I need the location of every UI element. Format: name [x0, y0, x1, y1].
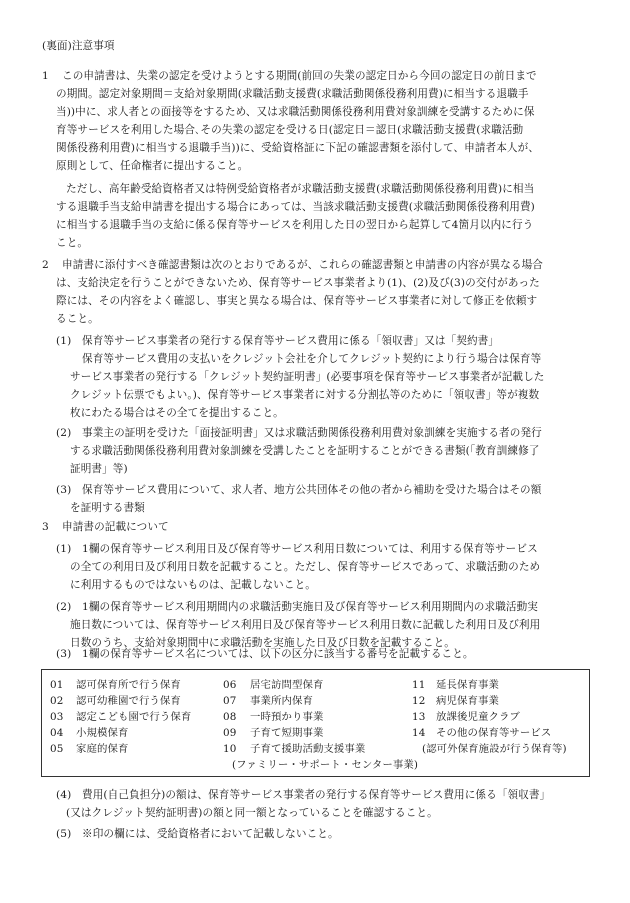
item2-sub3-number: (3) [56, 484, 72, 496]
category-code: 09 [223, 727, 237, 739]
category-code: 08 [223, 711, 237, 723]
item1-line: 育等サービスを利用した場合､その失業の認定を受ける日(認定日＝認日(求職活動支援費(求職活動 [56, 124, 524, 136]
category-name: その他の保育等サービス [436, 727, 552, 739]
item3-sub4-number: (4) [56, 789, 72, 801]
item3-sub2-line: 日数のうち、支給対象期間中に求職活動を実施した日及び日数を記載すること。 [70, 637, 455, 649]
item3-title: 申請書の記載について [62, 521, 169, 533]
category-name: 家庭的保育 [76, 743, 129, 755]
item3-sub3-line: 1欄の保育等サービス名については、以下の区分に該当する番号を記載すること。 [82, 648, 474, 660]
category-name: 小規模保育 [76, 727, 129, 739]
category-code: 06 [223, 679, 237, 691]
category-name: 子育て援助活動支援事業 [250, 743, 366, 755]
item3-sub1-line: に利用するものではないものは、記載しないこと。 [70, 579, 316, 591]
item1-line: の期間。認定対象期間＝支給対象期間(求職活動支援費(求職活動関係役務利用費)に相当する退職手 [56, 88, 529, 100]
item3-sub2-line: 施日数については、保育等サービス利用日及び保育等サービス利用日数に記載した利用日及び利用 [70, 619, 541, 631]
category-note: (ファミリー・サポート・センター事業) [232, 759, 419, 771]
category-name: 放課後児童クラブ [436, 711, 520, 723]
item2-line: 申請書に添付すべき確認書類は次のとおりであるが、これらの確認書類と申請書の内容が異なる場合 [62, 259, 544, 271]
item1-line: この申請書は、失業の認定を受けようとする期間(前回の失業の認定日から今回の認定日の前日まで [62, 70, 537, 82]
item3-sub4-line: (又はクレジット契約証明書)の額と同一額となっていることを確認すること。 [66, 807, 438, 819]
item1-line: 関係役務利用費)に相当する退職手当))に、受給資格証に下記の確認書類を添付して、申請者本人が、 [56, 142, 540, 154]
item3-sub2-line: 1欄の保育等サービス利用期間内の求職活動実施日及び保育等サービス利用期間内の求職活動実 [82, 601, 538, 613]
item3-sub1-line: 1欄の保育等サービス利用日及び保育等サービス利用日数については、利用する保育等サービス [82, 543, 538, 555]
category-name: 子育て短期事業 [250, 727, 324, 739]
category-code: 02 [50, 695, 64, 707]
item2-line: ること。 [56, 313, 99, 325]
item1-line: 原則として、任命権者に提出すること。 [56, 160, 249, 172]
category-name: 居宅訪問型保育 [250, 679, 324, 691]
item1-proviso-line: に相当する退職手当の支給に係る保育等サービスを利用した日の翌日から起算して4箇月以内に行う [56, 219, 534, 231]
item2-number: 2 [42, 259, 49, 271]
category-code: 10 [223, 743, 237, 755]
category-code: 05 [50, 743, 64, 755]
item2-sub2-line: する求職活動関係役務利用費対象訓練を受講したことを証明することができる書類(「教育訓練修了 [70, 445, 540, 457]
category-code: 13 [412, 711, 426, 723]
item3-sub1-number: (1) [56, 543, 72, 555]
item2-sub3-line: 保育等サービス費用について、求人者、地方公共団体その他の者から補助を受けた場合はその額 [82, 484, 542, 496]
category-name: 病児保育事業 [436, 695, 499, 707]
item2-line: 際には、その内容をよく確認し、事実と異なる場合は、保育等サービス事業者に対して修正を依頼す [56, 295, 538, 307]
item3-sub2-number: (2) [56, 601, 72, 613]
item2-sub1-number: (1) [56, 335, 72, 347]
category-name: 延長保育事業 [436, 679, 499, 691]
item2-line: は、支給決定を行うことができないため、保育等サービス事業者より(1)、(2)及び(3)の交付があった [56, 277, 540, 289]
category-name: 認定こども園で行う保育 [76, 711, 192, 723]
item1-proviso-line: ただし、高年齢受給資格者又は特例受給資格者が求職活動支援費(求職活動関係役務利用費)に相当 [66, 183, 535, 195]
item2-sub2-line: 事業主の証明を受けた「面接証明書」又は求職活動関係役務利用費対象訓練を実施する者の発行 [82, 427, 542, 439]
item3-sub3-number: (3) [56, 648, 72, 660]
item2-sub1-line: クレジット伝票でもよい。)、保育等サービス事業者に対する分割払等のために「領収書」等が複数 [70, 389, 540, 401]
item2-sub2-number: (2) [56, 427, 72, 439]
item2-sub1-line: サービス事業者の発行する「クレジット契約証明書」(必要事項を保育等サービス事業者が記載した [70, 371, 545, 383]
category-note: (認可外保育施設が行う保育等) [422, 743, 567, 755]
item2-sub1-line: 保育等サービス費用の支払いをクレジット会社を介してクレジット契約により行う場合は保育等 [82, 353, 542, 365]
category-code: 07 [223, 695, 237, 707]
category-code: 12 [412, 695, 426, 707]
item1-number: 1 [42, 70, 49, 82]
item2-sub1-line: 保育等サービス事業者の発行する保育等サービス費用に係る「領収書」又は「契約書」 [82, 335, 500, 347]
item2-sub3-line: を証明する書類 [70, 502, 145, 514]
item3-sub4-line: 費用(自己負担分)の額は、保育等サービス事業者の発行する保育等サービス費用に係る「領収書」 [82, 789, 551, 801]
category-code: 11 [412, 679, 426, 691]
category-name: 一時預かり事業 [250, 711, 324, 723]
item2-sub1-line: 枚にわたる場合はその全てを提出すること。 [70, 407, 284, 419]
category-name: 認可幼稚園で行う保育 [76, 695, 181, 707]
item2-sub2-line: 証明書」等) [70, 463, 128, 475]
category-code: 03 [50, 711, 64, 723]
item3-sub5-number: (5) [56, 828, 72, 840]
item3-number: 3 [42, 521, 49, 533]
category-code: 04 [50, 727, 64, 739]
category-code: 01 [50, 679, 64, 691]
item1-proviso-line: こと。 [56, 237, 89, 249]
item1-proviso-line: する退職手当支給申請書を提出する場合にあっては、当該求職活動支援費(求職活動関係役務利用費) [56, 201, 535, 213]
page-heading: (裏面)注意事項 [42, 40, 115, 52]
category-name: 事業所内保育 [250, 695, 313, 707]
item3-sub1-line: の全ての利用日及び利用日数を記載すること。ただし、保育等サービスであって、求職活動のため [70, 561, 541, 573]
item3-sub5-line: ※印の欄には、受給資格者において記載しないこと。 [82, 828, 339, 840]
item1-line: 当))中に、求人者との面接等をするため、又は求職活動関係役務利用費対象訓練を受講するために保 [56, 106, 535, 118]
category-name: 認可保育所で行う保育 [76, 679, 181, 691]
category-code: 14 [412, 727, 426, 739]
